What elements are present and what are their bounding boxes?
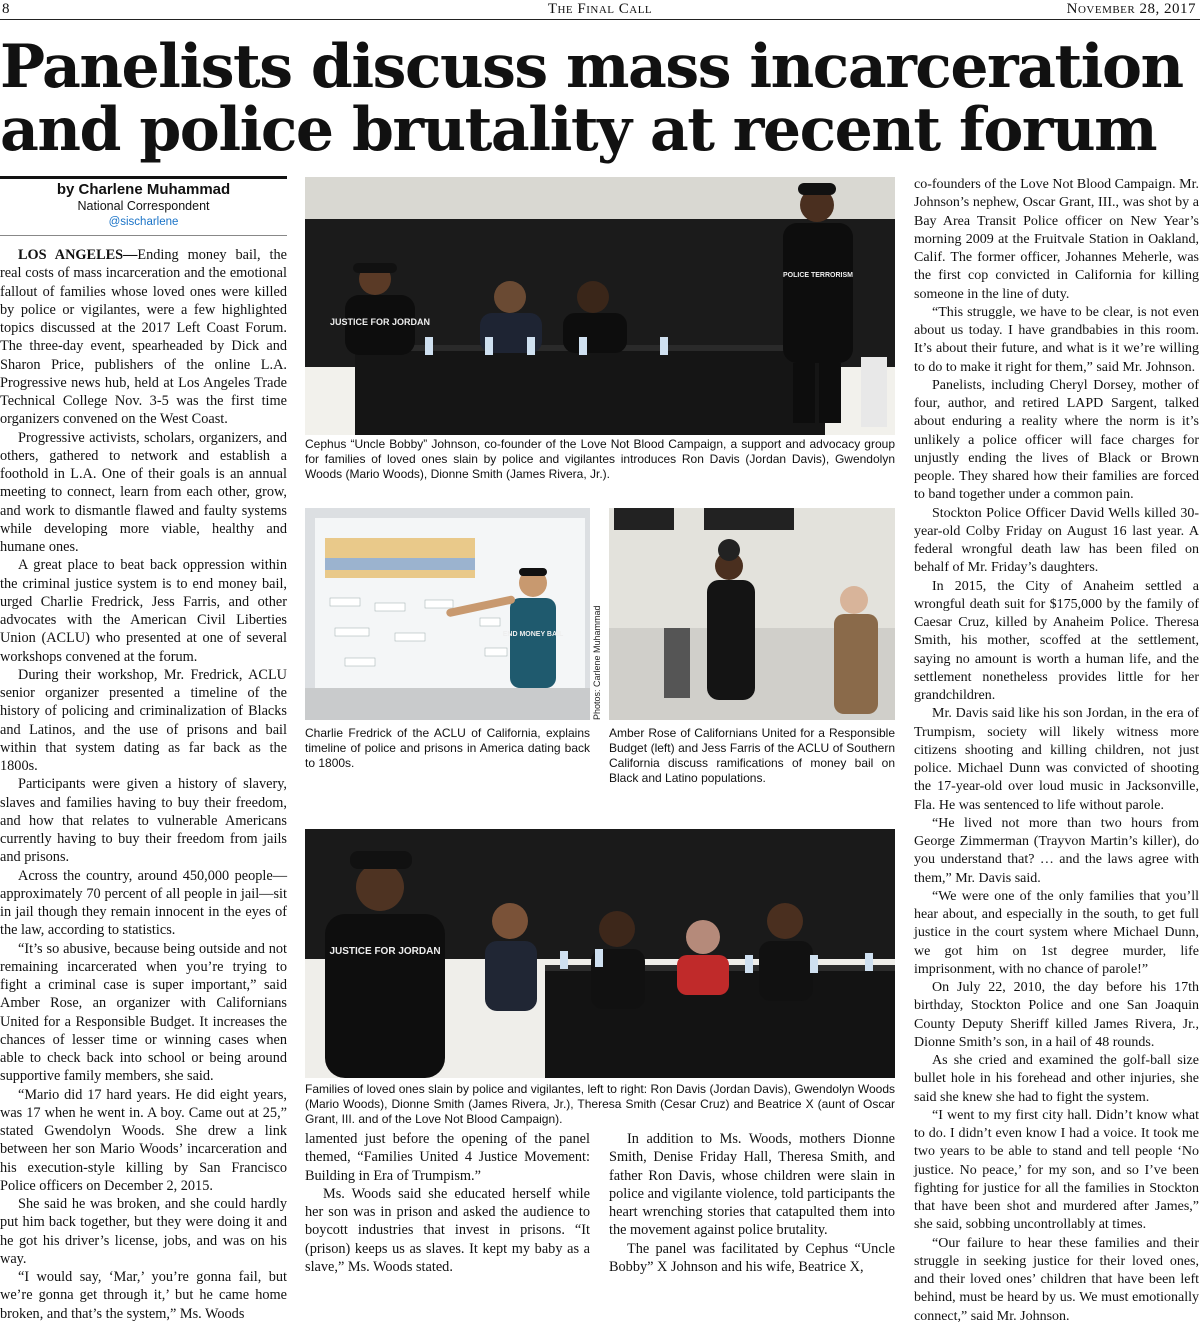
header-rule [0, 19, 1200, 20]
shirt-text: END MONEY BAIL [502, 631, 564, 638]
photo-caption-top: Cephus “Uncle Bobby” Johnson, co-founder of the Love Not Blood Campaign, a support and advocacy group for families of loved ones slain by police and vigilantes introduces Ron Davis (Jordan Davis), Gwendolyn Woods (Mario Woods), Dionne Smith (James Rivera, Jr.). [305, 437, 895, 481]
paragraph: Ending money bail, the real costs of mass incarceration and the emotional fallout of families whose loved ones were killed by police or vigilantes, were a few highlighted topics discussed at the 2017 Left Coast Forum. The three-day event, spearheaded by Dick and Sharon Price, publishers of the online L.A. Progressive news hub, held at Los Angeles Trade Technical College Nov. 3-5 was the first time organizers convened on the West Coast. [0, 247, 287, 428]
paragraph: “He lived not more than two hours from George Zimmerman (Trayvon Martin’s killer), do you understand that? … and the laws agree with them,” Mr. Davis said. [914, 815, 1199, 886]
article-column-1 [0, 246, 287, 1323]
paragraph: “Mario did 17 hard years. He did eight years, was 17 when he went in. A boy. Came out at 25,” stated Gwendolyn Woods. She drew a link between her son Mario Woods’ incarceration and his execution-style killing by San Francisco Police officers on December 2, 2015. [0, 1086, 287, 1194]
paragraph: As she cried and examined the golf-ball size bullet hole in his forehead and other injuries, she said she knew she had to fight the system. [914, 1053, 1199, 1105]
paragraph: “It’s so abusive, because being outside and not remaining incarcerated when you’re trying to fight a criminal case is super important,” said Amber Rose, an organizer with Californians United for a Responsible Budget. It increases the chances of lesser time or winning cases when able to check back into school or being around supportive family members, she said. [0, 940, 287, 1085]
presenters-photo [609, 508, 895, 720]
families-photo [305, 829, 895, 1078]
article-column-4 [914, 176, 1199, 1326]
photo-caption-bottom: Families of loved ones slain by police and vigilantes, left to right: Ron Davis (Jordan Davis), Gwendolyn Woods (Mario Woods), Dionne Smith (James Rivera, Jr.), Theresa Smith (Cesar Cruz) and Beatrice X (aunt of Oscar Grant, III. and of the Love Not Blood Campaign). [305, 1082, 895, 1126]
paragraph: Panelists, including Cheryl Dorsey, mother of four, author, and retired LAPD Sargent, talked about enduring a reality where the norm is it’s unlikely a police officer will face charges for unjustly ending the lives of Black or Brown people. They shared how their families are forced to band together under a common pain. [914, 377, 1199, 503]
paragraph: “This struggle, we have to be clear, is not even about us today. I have grandbabies in this room. It’s about their future, and what is it we’re willing to do to make it right for them,” said Mr. Johnson. [914, 304, 1199, 375]
paragraph: “I went to my first city hall. Didn’t know what to do. I didn’t even know I had a voice. It took me two years to be able to stand and tell people ‘No justice. No peace,’ for my son, and so I’ve been fighting for justice for all the families in Stockton that have been shot and murdered after James,” she said, sobbing uncontrollably at times. [914, 1107, 1199, 1233]
issue-date: November 28, 2017 [1066, 1, 1196, 17]
paragraph: lamented just before the opening of the panel themed, “Families United 4 Justice Movement: Building in Era of Trumpism.” [305, 1131, 590, 1184]
paragraph: She said he was broken, and she could hardly put him back together, but they were doing it and he got his driver’s license, jobs, and was on his way. [0, 1196, 287, 1267]
paragraph: Progressive activists, scholars, organizers, and others, gathered to network and establish a foothold in L.A. One of their goals is an annual meeting to connect, learn from each other, grow, and work to dismantle flawed and faulty systems while developing more viable, healthy and humane ones. [0, 429, 287, 555]
shirt-text: POLICE TERRORISM [782, 272, 854, 279]
photo-credit: Photos: Carlene Muhammad [592, 605, 602, 720]
byline-title: National Correspondent [77, 199, 210, 213]
publication-name: The Final Call [547, 1, 653, 17]
headline-line-1: Panelists discuss mass incarceration [0, 32, 1183, 102]
paragraph: “Our failure to hear these families and their struggle in seeking justice for their loved ones, and their loved ones’ children that have been left behind, must be heard by us. We must emotionally connect,” said Mr. Johnson. [914, 1235, 1199, 1324]
paragraph: co-founders of the Love Not Blood Campaign. Mr. Johnson’s nephew, Oscar Grant, III., was shot by a Bay Area Transit Police officer on New Year’s morning 2009 at the Fruitvale Station in Oakland, Calif. The former officer, Johannes Meherle, was the first cop convicted in California for killing someone in the line of duty. [914, 177, 1200, 302]
headline-line-2: and police brutality at recent forum [0, 95, 1157, 165]
byline-author: by Charlene Muhammad [56, 181, 231, 198]
dateline: LOS ANGELES— [18, 247, 138, 263]
workshop-photo [305, 508, 590, 720]
byline-handle[interactable]: @sischarlene [108, 216, 179, 228]
page-number: 8 [2, 1, 10, 17]
paragraph: On July 22, 2010, the day before his 17th birthday, Stockton Police and one San Joaquin County Deputy Sheriff killed James Rivera, Jr., Dionne Smith’s son, in a hail of 48 rounds. [914, 980, 1199, 1050]
photo-caption-right: Amber Rose of Californians United for a Responsible Budget (left) and Jess Farris of the ACLU of Southern California discuss ramifications of money bail on Black and Latino populations. [609, 726, 895, 785]
paragraph: Ms. Woods said she educated herself while her son was in prison and asked the audience to boycott industries that invest in prisons. “It (prison) keeps us as slaves. It kept my baby as a slave,” Ms. Woods stated. [305, 1185, 590, 1275]
paragraph: Participants were given a history of slavery, slaves and families having to buy their freedom, and how that relates to vulnerable Americans currently having to buy their freedom from jails and prisons. [0, 776, 287, 866]
paragraph: Mr. Davis said like his son Jordan, in the era of Trumpism, society will likely witness more citizens shooting and killing children, not just police. Michael Dunn was convicted of shooting the 17-year-old over loud music in Jacksonville, Fla. He was sentenced to life without parole. [914, 706, 1199, 813]
paragraph: “We were one of the only families that you’ll hear about, and especially in the south, to get full justice in the court system where Michael Dunn, we got him on 1st degree murder, life imprisonment, with no chance of parole!” [914, 888, 1199, 977]
paragraph: A great place to beat back oppression within the criminal justice system is to end money bail, urged Charlie Fredrick, Jess Farris, and other advocates with the American Civil Liberties Union (ACLU) who presented at one of several workshops convened at the forum. [0, 557, 287, 665]
paragraph: Stockton Police Officer David Wells killed 30-year-old Colby Friday on August 16 last year. A federal wrongful death law has been filed on behalf of Mr. Friday’s daughters. [914, 505, 1199, 576]
paragraph: In addition to Ms. Woods, mothers Dionne Smith, Denise Friday Hall, Theresa Smith, and father Ron Davis, whose children were slain in police and vigilante violence, told participants the heart wrenching stories that catapulted them into the movement against police brutality. [609, 1131, 895, 1239]
shirt-text: JUSTICE FOR JORDAN [329, 946, 441, 957]
paragraph: “I would say, ‘Mar,’ you’re gonna fail, but we’re gonna get through it,’ but he came home broken, and that’s the system,” Ms. Woods [0, 1269, 287, 1322]
photo-caption-left: Charlie Fredrick of the ACLU of California, explains timeline of police and prisons in America dating back to 1800s. [305, 726, 590, 770]
paragraph: In 2015, the City of Anaheim settled a wrongful death suit for $175,000 by the family of Caesar Cruz, killed by Anaheim Police. Theresa Smith, his mother, scoffed at the settlement, saying no amount is worth a human life, and the settlement nonetheless provides little for her grandchildren. [914, 578, 1199, 703]
paragraph: The panel was facilitated by Cephus “Uncle Bobby” X Johnson and his wife, Beatrice X, [609, 1240, 895, 1275]
byline-divider [0, 235, 287, 236]
paragraph: During their workshop, Mr. Fredrick, ACLU senior organizer presented a timeline of the history of policing and criminalization of Blacks and Latinos, and the use of prisons and bail within that system dating as far back as the 1800s. [0, 666, 287, 774]
article-column-2 [305, 1130, 590, 1276]
shirt-text: JUSTICE FOR JORDAN [329, 317, 431, 327]
panel-photo-top [305, 177, 895, 435]
paragraph: Across the country, around 450,000 people—approximately 70 percent of all people in jail—sit in jail though they remain innocent in the eyes of the law, according to statistics. [0, 867, 287, 939]
article-column-3 [609, 1130, 895, 1276]
byline-rule [0, 176, 287, 179]
